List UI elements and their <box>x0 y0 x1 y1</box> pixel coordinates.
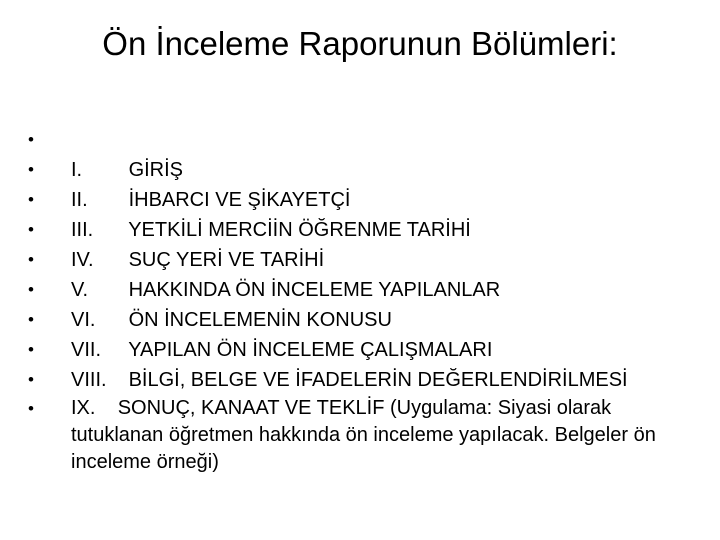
item-number: V. <box>71 279 89 301</box>
list-item-ogrenme-tarihi <box>28 215 688 245</box>
bullet-icon: • <box>28 310 34 329</box>
list-item-sonuc <box>28 395 688 476</box>
list-item-empty <box>28 125 688 155</box>
item-text: ÖN İNCELEMENİN KONUSU <box>128 309 392 331</box>
item-text: HAKKINDA ÖN İNCELEME YAPILANLAR <box>128 279 501 301</box>
bullet-icon: • <box>28 370 34 389</box>
item-text: YETKİLİ MERCİİN ÖĞRENME TARİHİ <box>128 219 471 241</box>
item-number: VII. <box>71 339 102 361</box>
item-number: III. <box>71 219 94 241</box>
list-item-giris <box>28 155 688 185</box>
bullet-icon: • <box>28 130 34 149</box>
item-body <box>71 397 656 473</box>
list-item-konusu <box>28 305 688 335</box>
item-number: VI. <box>71 309 96 331</box>
item-text: SUÇ YERİ VE TARİHİ <box>128 249 325 271</box>
item-number: IV. <box>71 249 94 271</box>
item-text: İHBARCI VE ŞİKAYETÇİ <box>128 189 351 211</box>
bullet-icon: • <box>28 250 34 269</box>
item-number: II. <box>71 189 88 211</box>
item-text: GİRİŞ <box>128 159 184 181</box>
bullet-list <box>28 125 688 476</box>
item-text: SONUÇ, KANAAT VE TEKLİF (Uygulama: Siyasi olarak tutuklanan öğretmen hakkında ön inceleme yapılacak. Belgeler ön inceleme örneği) <box>71 397 656 473</box>
bullet-icon: • <box>28 220 34 239</box>
list-item-calismalari <box>28 335 688 365</box>
bullet-icon: • <box>28 160 34 179</box>
bullet-icon: • <box>28 190 34 209</box>
list-item-hakkinda <box>28 275 688 305</box>
slide-title: Ön İnceleme Raporunun Bölümleri: <box>102 25 618 62</box>
item-number: IX. <box>71 397 96 419</box>
item-number: I. <box>71 159 83 181</box>
item-text: YAPILAN ÖN İNCELEME ÇALIŞMALARI <box>128 339 493 361</box>
bullet-icon: • <box>28 340 34 359</box>
list-item-suc-yeri <box>28 245 688 275</box>
bullet-icon: • <box>28 280 34 299</box>
list-item-ihbarci <box>28 185 688 215</box>
bullet-icon: • <box>28 399 34 418</box>
list-item-degerlendirilmesi <box>28 365 688 395</box>
item-text: BİLGİ, BELGE VE İFADELERİN DEĞERLENDİRİLMESİ <box>128 369 628 391</box>
item-number: VIII. <box>71 369 107 391</box>
